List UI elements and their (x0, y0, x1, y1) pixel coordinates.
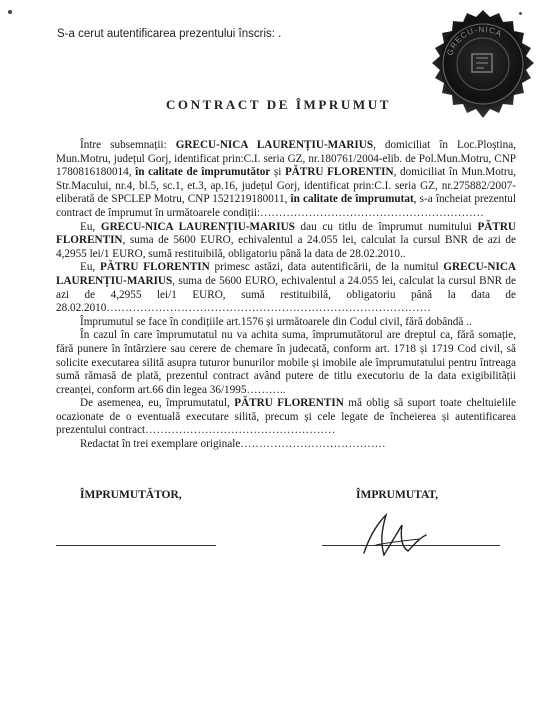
text-run: De asemenea, eu, împrumutatul, (80, 397, 235, 410)
borrower-name: PĂTRU FLORENTIN (234, 397, 344, 410)
text-run: Eu, (80, 220, 101, 233)
text-run: mă oblig să suport toate cheltuielile ocazionate de o eventuală executare silită, precum și cele legate de încheierea și autentificarea prezentului contract…………………………………………… (56, 397, 517, 437)
lender-name: GRECU-NICA LAURENȚIU-MARIUS (56, 261, 517, 287)
borrower-name: PĂTRU FLORENTIN (56, 220, 516, 247)
lender-statement-paragraph (56, 221, 516, 262)
loan-terms-paragraph: Împrumutul se face în condițiile art.1576 și următoarele din Codul civil, fără dobândă .. (80, 315, 472, 328)
lender-signature-label: ÎMPRUMUTĂTOR, (80, 489, 182, 501)
borrower-handwritten-signature (356, 505, 436, 565)
borrower-signature-label: ÎMPRUMUTAT, (356, 489, 439, 501)
lender-signature-line (56, 545, 216, 546)
lender-name: GRECU-NICA LAURENȚIU-MARIUS (100, 220, 295, 233)
document-title: CONTRACT DE ÎMPRUMUT (165, 97, 392, 112)
parties-paragraph (56, 139, 516, 221)
copies-note-paragraph: Redactat în trei exemplare originale………………………………… (80, 438, 386, 451)
seal-lettering: GRECU-NICA (445, 24, 504, 57)
text-run: , s-a încheiat prezentul contract de împrumut în următoarele condiții:…………………………………………………… (56, 193, 517, 219)
text-run: , suma de 5600 EURO, echivalentul a 24.055 lei, calculat la cursul BNR de azi de 4,2955 lei/1 EURO, sumă restituibilă, obligatoriu până la data de 28.02.2010.. (56, 234, 516, 260)
text-run: primesc astăzi, data autentificării, de la numitul (209, 261, 444, 274)
text-run: dau cu titlu de împrumut numitului (294, 220, 478, 233)
borrower-name: PĂTRU FLORENTIN (99, 261, 210, 274)
borrower-role: în calitate de împrumutat (290, 193, 414, 206)
authentication-request-note: S-a cerut autentificarea prezentului înscris: . (57, 28, 282, 40)
text-run: și (270, 166, 285, 179)
text-run: Între subsemnații: (80, 139, 176, 151)
enforcement-clause-paragraph: În cazul în care împrumutatul nu va achita suma, împrumutătorul are dreptul ca, fără somație, fără punere în întârziere sau cerere de chemare în judecată, conform art. 1718 și 1719 Cod civil, să solicite executarea silită asupra tuturor bunurilor mobile și imobile ale împrumutatului pentru întreaga sumă rămasă de plată, prezentul contract având putere de titlu executoriu de la data exigibilității creanței, conform art.66 din legea 36/1995……….. (56, 329, 516, 396)
borrower-statement-paragraph (56, 261, 516, 315)
scan-speck (8, 10, 12, 14)
lender-name: GRECU-NICA LAURENȚIU-MARIUS (175, 139, 374, 151)
text-run: , suma de 5600 EURO, echivalentul a 24.055 lei, calculat la cursul BNR de azi de 4,2955 lei/1 EURO, sumă restituibilă, obligatoriu până la data de 28.02.2010…………………………………………………………………………… (56, 274, 516, 315)
costs-clause-paragraph (56, 397, 516, 438)
text-run: Eu, (80, 261, 100, 274)
borrower-name: PĂTRU FLORENTIN (284, 166, 394, 179)
text-run: , domiciliat în Mun.Motru, Str.Macului, nr.4, bl.5, sc.1, et.3, ap.16, județul Gorj, identificat prin:C.I. seria GZ, nr.275882/2007-eliberată de SPCLEP Motru, CNP 1521219180011, (56, 166, 517, 206)
contract-body (56, 139, 516, 452)
lender-role: în calitate de împrumutător (135, 166, 271, 179)
text-run: , domiciliat în Loc.Ploștina, Mun.Motru, județul Gorj, identificat prin:C.I. seria GZ, nr.180761/2004-elib. de Pol.Mun.Motru, CNP 1780816180014, (56, 139, 516, 179)
